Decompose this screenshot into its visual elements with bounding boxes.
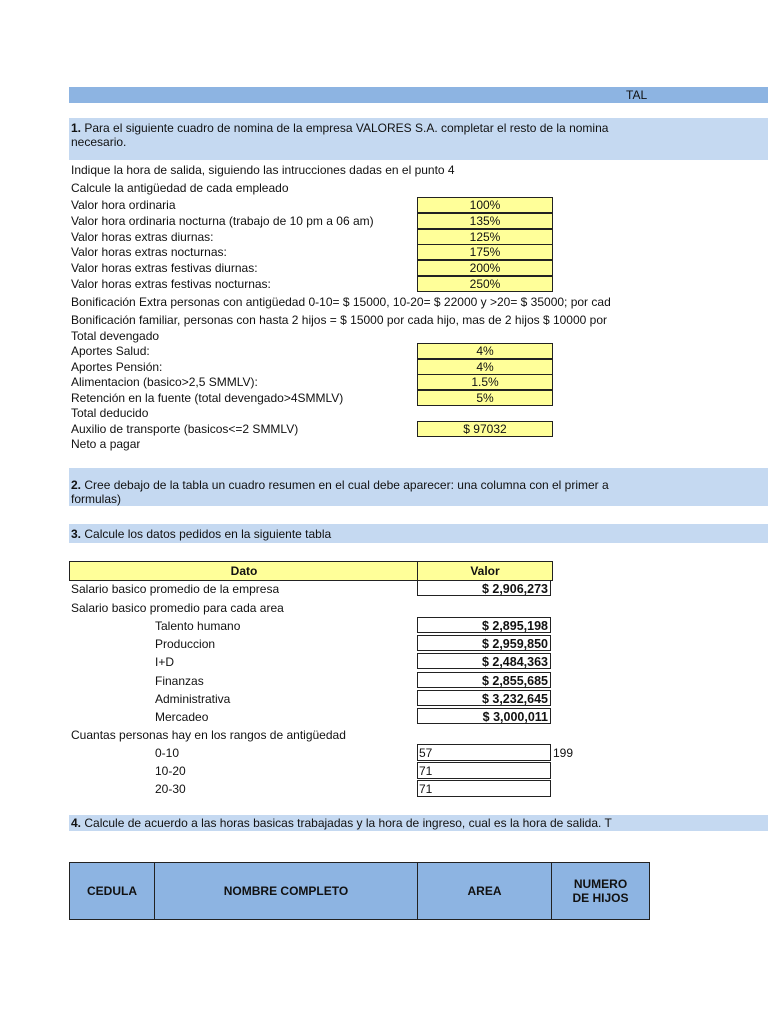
- rango-value[interactable]: 71: [417, 762, 551, 779]
- question-1-number: 1.: [71, 121, 82, 135]
- question-2-line2: formulas): [71, 492, 122, 506]
- area-value[interactable]: $ 3,000,011: [417, 708, 551, 724]
- area-value[interactable]: $ 2,484,363: [417, 653, 551, 669]
- item-label: Neto a pagar: [71, 437, 141, 451]
- item-value-cell[interactable]: 175%: [417, 244, 553, 260]
- column-header-hijos[interactable]: NUMERO DE HIJOS: [551, 862, 650, 920]
- area-name: Administrativa: [155, 692, 231, 706]
- rangos-label: Cuantas personas hay en los rangos de antigüedad: [71, 728, 346, 742]
- item-label: Retención en la fuente (total devengado>4SMMLV): [71, 391, 344, 405]
- area-value[interactable]: $ 2,855,685: [417, 672, 551, 688]
- header-dato: Dato: [69, 561, 419, 581]
- question-3-text: [71, 527, 651, 541]
- item-label: Valor horas extras festivas nocturnas:: [71, 277, 271, 291]
- rango-name: 10-20: [155, 764, 186, 778]
- item-label: Calcule la antigüedad de cada empleado: [71, 181, 289, 195]
- promedio-area-label: Salario basico promedio para cada area: [71, 601, 284, 615]
- item-value-cell[interactable]: 125%: [417, 229, 553, 245]
- question-3-number: 3.: [71, 527, 82, 541]
- column-header-nombre[interactable]: NOMBRE COMPLETO: [154, 862, 418, 920]
- item-label: Aportes Pensión:: [71, 360, 163, 374]
- item-value-cell[interactable]: 250%: [417, 276, 553, 292]
- item-label: Bonificación Extra personas con antigüedad 0-10= $ 15000, 10-20= $ 22000 y >20= $ 35000; por cad: [71, 295, 611, 309]
- area-name: Mercadeo: [155, 710, 209, 724]
- item-label: Valor horas extras nocturnas:: [71, 245, 227, 259]
- title-band: [69, 87, 768, 103]
- rango-total: 199: [553, 746, 574, 760]
- item-value-cell[interactable]: 5%: [417, 390, 553, 406]
- rango-name: 0-10: [155, 746, 180, 760]
- item-label: Aportes Salud:: [71, 344, 150, 358]
- item-label: Valor hora ordinaria nocturna (trabajo de 10 pm a 06 am): [71, 214, 374, 228]
- rango-name: 20-30: [155, 782, 186, 796]
- item-label: Total devengado: [71, 329, 160, 343]
- item-value-cell[interactable]: 135%: [417, 213, 553, 229]
- item-label: Valor horas extras diurnas:: [71, 230, 214, 244]
- question-2-text: [71, 478, 651, 506]
- item-label: Valor hora ordinaria: [71, 198, 176, 212]
- title-text: TAL: [626, 88, 648, 102]
- rango-value[interactable]: 71: [417, 780, 551, 797]
- question-4-band: [69, 815, 768, 831]
- item-value-cell[interactable]: $ 97032: [417, 421, 553, 437]
- area-name: Talento humano: [155, 619, 241, 633]
- column-header-area[interactable]: AREA: [417, 862, 552, 920]
- question-2-band: [69, 468, 768, 506]
- item-label: Indique la hora de salida, siguiendo las intrucciones dadas en el punto 4: [71, 163, 455, 177]
- item-label: Auxilio de transporte (basicos<=2 SMMLV): [71, 422, 299, 436]
- question-3-line1: Calcule los datos pedidos en la siguiente tabla: [84, 527, 332, 541]
- question-1-text: [71, 121, 651, 149]
- question-2-number: 2.: [71, 478, 82, 492]
- column-header-cedula[interactable]: CEDULA: [69, 862, 155, 920]
- item-value-cell[interactable]: 1.5%: [417, 374, 553, 390]
- area-value[interactable]: $ 3,232,645: [417, 690, 551, 706]
- question-1-line2: necesario.: [71, 135, 127, 149]
- area-value[interactable]: $ 2,959,850: [417, 635, 551, 651]
- question-1-band: [69, 118, 768, 160]
- question-1-line1: Para el siguiente cuadro de nomina de la empresa VALORES S.A. completar el resto de la nomina: [84, 121, 609, 135]
- item-label: Bonificación familiar, personas con hasta 2 hijos = $ 15000 por cada hijo, mas de 2 hijos $ 10000 por: [71, 313, 608, 327]
- item-label: Alimentacion (basico>2,5 SMMLV):: [71, 375, 258, 389]
- rango-value[interactable]: 57: [417, 744, 551, 761]
- question-2-line1: Cree debajo de la tabla un cuadro resumen en el cual debe aparecer: una columna con el primer a: [84, 478, 609, 492]
- area-name: Produccion: [155, 637, 216, 651]
- question-4-line1: Calcule de acuerdo a las horas basicas trabajadas y la hora de ingreso, cual es la hora de salida. T: [84, 816, 612, 830]
- header-valor: Valor: [417, 561, 553, 581]
- area-value[interactable]: $ 2,895,198: [417, 617, 551, 633]
- item-label: Total deducido: [71, 406, 149, 420]
- area-name: Finanzas: [155, 674, 204, 688]
- item-value-cell[interactable]: 100%: [417, 197, 553, 213]
- promedio-empresa-value[interactable]: $ 2,906,273: [417, 580, 551, 596]
- question-4-text: [71, 816, 651, 830]
- item-value-cell[interactable]: 4%: [417, 343, 553, 359]
- question-4-number: 4.: [71, 816, 82, 830]
- area-name: I+D: [155, 655, 175, 669]
- item-value-cell[interactable]: 4%: [417, 359, 553, 375]
- item-value-cell[interactable]: 200%: [417, 260, 553, 276]
- item-label: Valor horas extras festivas diurnas:: [71, 261, 258, 275]
- promedio-empresa-label: Salario basico promedio de la empresa: [71, 582, 280, 596]
- question-3-band: [69, 524, 768, 543]
